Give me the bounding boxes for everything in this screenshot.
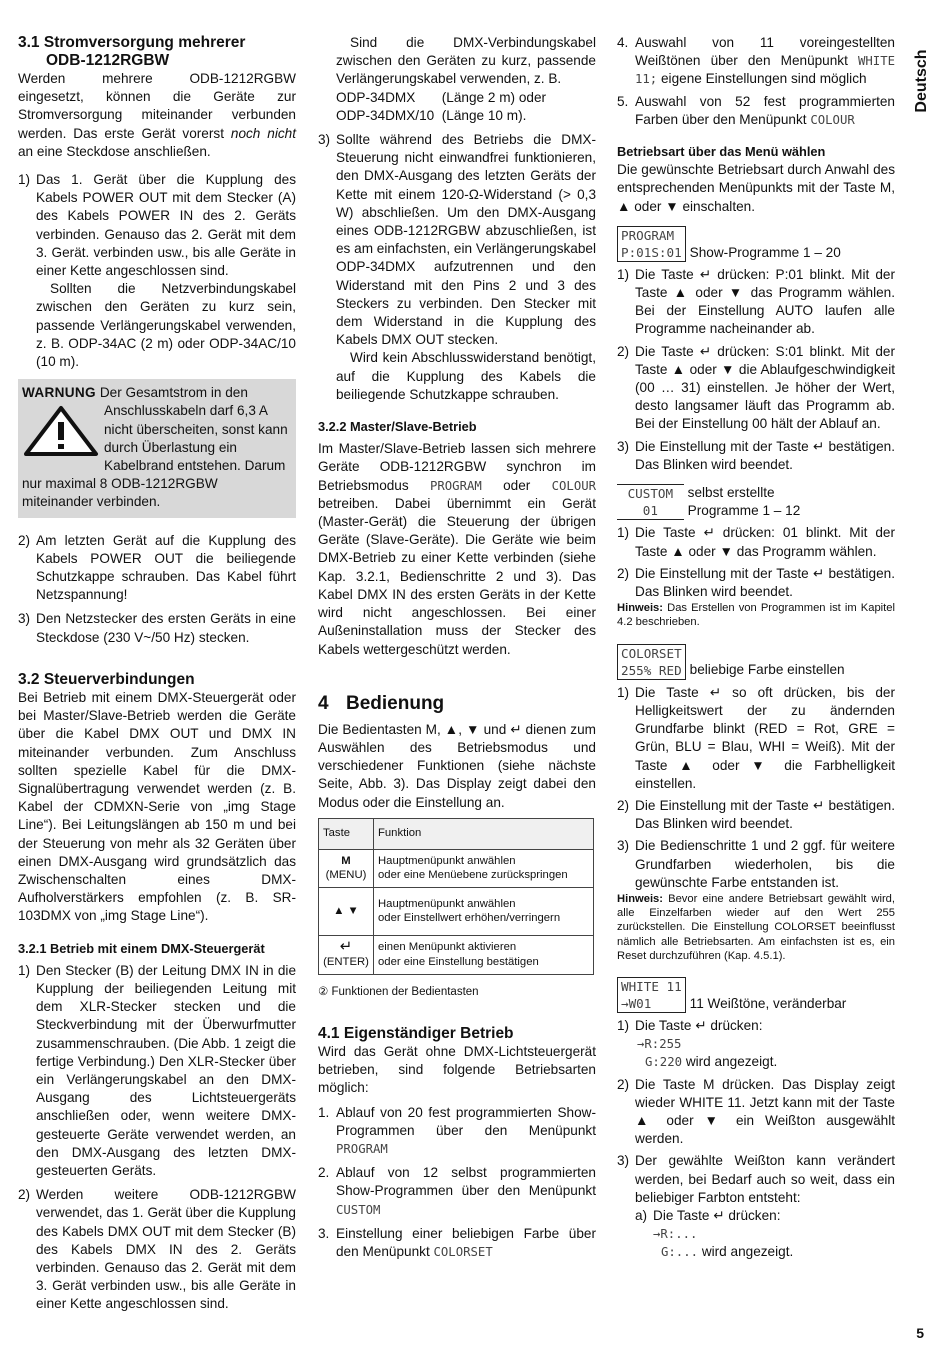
heading-4: 4 Bedienung xyxy=(318,692,445,714)
list-item: 3. Einstellung einer beliebigen Farbe über den Menüpunkt COLORSET xyxy=(318,1225,596,1259)
column-3 xyxy=(617,34,895,1262)
table-row: M (MENU) Hauptmenüpunkt anwählen oder eine Menüebene zurückspringen xyxy=(319,849,594,887)
lcd-display: CUSTOM 01 xyxy=(617,484,684,520)
warning-text: Der Gesamtstrom in den Anschlusskabeln darf 6,3 A nicht überscheiten, sonst kann durch Überlastung ein Kabelbrand entstehen. Darum nur maximal 8 ODB-1212RGBW miteinander verbinden. xyxy=(22,385,288,510)
display-white: WHITE 11 →W01 11 Weißtöne, veränderbar xyxy=(617,977,895,1013)
list-item: 1) Den Stecker (B) der Leitung DMX IN in die Kupplung der beiliegenden Leitung mit dem XLR-Stecker stecken und die Steckverbindung mit der Überwurfmutter zusammenschrauben. (Die Abb. 1 zeigt die fertige Verbindung.) Den XLR-Stecker über ein Verlängerungskabel an den DMX-Ausgang des Lichtsteuergeräts anschließen oder, wenn weitere DMX-gesteuerte Geräte verwendet werden, an den DMX-Ausgang des letzten DMX-gesteuerten Geräts. xyxy=(18,962,296,1178)
list-item: 5. Auswahl von 52 fest programmierten Farben über den Menüpunkt COLOUR xyxy=(617,93,895,127)
list-item: 1) Die Taste ↵ drücken: xyxy=(617,1017,763,1033)
page-number: 5 xyxy=(916,1325,924,1341)
table-caption: ② Funktionen der Bedientasten xyxy=(318,985,479,998)
display-readout: G:220 wird angezeigt. xyxy=(645,1054,778,1070)
keys-table xyxy=(318,818,594,975)
table-header: Taste xyxy=(319,818,374,849)
cable-line: ODP-34DMX/10 (Länge 10 m). xyxy=(336,107,527,123)
warning-label: WARNUNG xyxy=(22,385,96,401)
display-readout: →R:255 xyxy=(637,1037,682,1052)
column-2 xyxy=(318,34,596,1261)
cable-line: ODP-34DMX (Länge 2 m) oder xyxy=(336,89,547,105)
lcd-display: PROGRAM P:01S:01 xyxy=(617,226,686,262)
heading-3-2: 3.2 Steuerverbindungen xyxy=(18,670,195,688)
table-header: Funktion xyxy=(374,818,594,849)
list-item: 3) Die Einstellung mit der Taste ↵ bestätigen. Das Blinken wird beendet. xyxy=(617,438,895,472)
paragraph: Die gewünschte Betriebsart durch Anwahl des entsprechenden Menüpunkts mit der Taste M, ▲ oder ▼ einschalten. xyxy=(617,162,895,214)
heading-4-1: 4.1 Eigenständiger Betrieb xyxy=(318,1024,514,1042)
heading-3-1: 3.1 Stromversorgung mehrerer ODB-1212RGBW xyxy=(18,34,246,69)
heading-menu: Betriebsart über das Menü wählen xyxy=(617,144,826,160)
warning-triangle-icon xyxy=(22,404,100,458)
display-program: PROGRAM P:01S:01 Show-Programme 1 – 20 xyxy=(617,226,895,262)
list-item: 3) Die Bedienschritte 1 und 2 ggf. für weitere Grundfarben wiederholen, bis die gewünschte Farbe entstanden ist. xyxy=(617,838,895,890)
display-readout: →R:... xyxy=(653,1227,698,1242)
list-item: 2) Die Taste M drücken. Das Display zeigt wieder WHITE 11. Jetzt kann mit der Taste ▲ oder ▼ ein Weißton ausgewählt werden. xyxy=(617,1076,895,1147)
list-item: 2. Ablauf von 12 selbst programmierten Show-Programmen über den Menüpunkt CUSTOM xyxy=(318,1165,596,1217)
display-colorset: COLORSET 255% RED beliebige Farbe einstellen xyxy=(617,644,895,680)
paragraph: Wird das Gerät ohne DMX-Lichtsteuergerät betrieben, sind folgende Betriebsarten möglich: xyxy=(318,1043,596,1096)
heading-3-2-1: 3.2.1 Betrieb mit einem DMX-Steuergerät xyxy=(18,940,265,956)
paragraph: Bei Betrieb mit einem DMX-Steuergerät oder bei Master/Slave-Betrieb werden die Geräte über die Kabel DMX OUT und DMX IN miteinander verbunden. Zum Anschluss sollten spezielle Kabel für die DMX-Signalübertragung verwendet werden (z. B. Kabel der CDMXN-Serie von „img Stage Line“). Bei Leitungslängen ab 150 m und bei der Steuerung von mehr als 32 Geräten über einen DMX-Ausgang wird grundsätzlich das Zwischenschalten eines DMX-Aufholverstärkers empfohlen (z. B. SR-103DMX von „img Stage Line“). xyxy=(18,689,296,924)
paragraph: Sind die DMX-Verbindungskabel zwischen den Geräten zu kurz, passende Verlängerungskabel verwenden, z. B. xyxy=(336,35,596,87)
list-item: 2) Am letzten Gerät auf die Kupplung des Kabels POWER OUT die beiliegende Schutzkappe schrauben. Das Kabel führt Netzspannung! xyxy=(18,532,296,603)
list-item: 1) Das 1. Gerät über die Kupplung des Kabels POWER OUT mit dem Stecker (A) des Kabels POWER IN des 2. Geräts verbinden. Genauso das 2. Gerät mit dem 3. Gerät. verbinden usw., bis alle Geräte in einer Kette angeschlossen sind. xyxy=(18,172,296,279)
heading-3-2-2: 3.2.2 Master/Slave-Betrieb xyxy=(318,419,477,435)
list-item: a) Die Taste ↵ drücken: xyxy=(635,1207,781,1223)
table-header-row xyxy=(319,818,594,849)
note: Hinweis: Das Erstellen von Programmen ist im Kapitel 4.2 beschrieben. xyxy=(617,602,895,629)
list-item: 4. Auswahl von 11 voreingestellten Weißtönen über den Menüpunkt WHITE 11; eigene Einstellungen sind möglich xyxy=(617,35,896,87)
note: Hinweis: Bevor eine andere Betriebsart gewählt wird, alle Einzelfarben wieder auf den Wert 255 zurückstellen. Die Einstellung COLORSET beeinflusst nämlich alle Betriebsarten. Am einfachsten ist es, ein Reset durchzuführen (Kap. 4.5.1). xyxy=(617,892,896,962)
lcd-display: WHITE 11 →W01 xyxy=(617,977,686,1013)
paragraph: Die Bedientasten M, ▲, ▼ und ↵ dienen zum Auswählen des Betriebsmodus und verschiedener Funktionen (siehe nächste Seite, Abb. 3). Das Display zeigt dabei den Modus oder die Einstellung an. xyxy=(318,721,596,810)
list-item: 1) Die Taste ↵ drücken: 01 blinkt. Mit der Taste ▲ oder ▼ das Programm wählen. xyxy=(617,525,895,559)
list-item: 2) Die Einstellung mit der Taste ↵ bestätigen. Das Blinken wird beendet. xyxy=(617,797,895,832)
language-tab xyxy=(912,38,932,124)
list-item: 2) Die Einstellung mit der Taste ↵ bestätigen. Das Blinken wird beendet. xyxy=(617,565,895,600)
warning-box xyxy=(18,379,296,517)
table-row: ▲ ▼ Hauptmenüpunkt anwählen oder Einstellwert erhöhen/verringern xyxy=(319,887,594,935)
list-item: 1) Die Taste ↵ drücken: P:01 blinkt. Mit der Taste ▲ oder ▼ das Programm wählen. Bei der Einstellung AUTO laufen alle Programme nacheinander ab. xyxy=(617,266,895,337)
list-item: 3) Sollte während des Betriebs die DMX-Steuerung nicht einwandfrei funktionieren, den DMX-Ausgang des letzten Geräts der Kette mit einem 120-Ω-Widerstand (> 0,3 W) abschließen. Um den DMX-Ausgang eines ODB-1212RGBW abzuschließen, ist es am einfachsten, ein Verlängerungskabel ODP-34DMX aufzutrennen und den Widerstand mit den Pins 2 und 3 des Steckers zu verbinden. Den Stecker mit dem Widerstand in die Kupplung des Kabels DMX OUT stecken. xyxy=(318,132,596,348)
display-custom: CUSTOM 01 selbst erstellte Programme 1 – 12 xyxy=(617,484,895,520)
list-item: 3) Der gewählte Weißton kann verändert werden, bei Bedarf auch so weit, dass ein beliebiger Farbton entsteht: xyxy=(617,1153,895,1205)
paragraph: Im Master/Slave-Betrieb lassen sich mehrere Geräte ODB-1212RGBW synchron im Betriebsmodus PROGRAM oder COLOUR betreiben. Dabei übernimmt ein Gerät (Master-Gerät) die Steuerung der übrigen Geräte (Slave-Geräte). Die Geräte wie beim DMX-Betrieb zu einer Kette verbinden (siehe Kap. 3.2.1, Bedienschritte 2 und 3). Das Kabel DMX IN des ersten Geräts in der Kette wird nicht angeschlossen. Bei einer Außeninstallation muss der Stecker des Kabels wettergeschützt werden. xyxy=(318,441,597,657)
column-1 xyxy=(18,34,296,1314)
language-label: Deutsch xyxy=(912,49,930,113)
paragraph: Werden mehrere ODB-1212RGBW eingesetzt, können die Geräte zur Stromversorgung miteinander verbunden werden. Das erste Gerät vorerst noch nicht an eine Steckdose anschließen. xyxy=(18,71,296,159)
paragraph: Sollten die Netzverbindungskabel zwischen den Geräten zu kurz sein, passende Verlängerungskabel verwenden, z. B. ODP-34AC (2 m) oder ODP-34AC/10 (10 m). xyxy=(36,281,296,370)
list-item: 3) Den Netzstecker des ersten Geräts in eine Steckdose (230 V~/50 Hz) stecken. xyxy=(18,611,296,645)
paragraph: Wird kein Abschlusswiderstand benötigt, auf die Kupplung des Kabels die beiliegende Schutzkappe schrauben. xyxy=(336,350,596,402)
lcd-display: COLORSET 255% RED xyxy=(617,644,686,680)
table-row: ↵ (ENTER) einen Menüpunkt aktivieren oder eine Einstellung bestätigen xyxy=(319,935,594,974)
list-item: 2) Die Taste ↵ drücken: S:01 blinkt. Mit der Taste ▲ oder ▼ die Ablaufgeschwindigkeit (00 … 31) einstellen. Je höher der Wert, desto langsamer läuft das Programm ab. Bei der Einstellung 00 hält der Ablauf an. xyxy=(617,343,895,432)
list-item: 1) Die Taste ↵ so oft drücken, bis der Helligkeitswert der zu ändernden Grundfarbe blinkt (RED = Rot, GRE = Grün, BLU = Blau, WHI = Weiß). Mit der Taste ▲ oder ▼ die Farbhelligkeit einstellen. xyxy=(617,684,895,791)
list-item: 2) Werden weitere ODB-1212RGBW verwendet, das 1. Gerät über die Kupplung des Kabels DMX OUT mit dem Stecker (B) des Kabels DMX IN des 2. Geräts verbinden. Genauso das 2. Gerät mit dem 3. Gerät verbinden usw., bis alle Geräte in einer Kette angeschlossen sind. xyxy=(18,1187,296,1312)
display-readout: G:... wird angezeigt. xyxy=(661,1244,794,1260)
list-item: 1. Ablauf von 20 fest programmierten Show-Programmen über den Menüpunkt PROGRAM xyxy=(318,1104,596,1156)
